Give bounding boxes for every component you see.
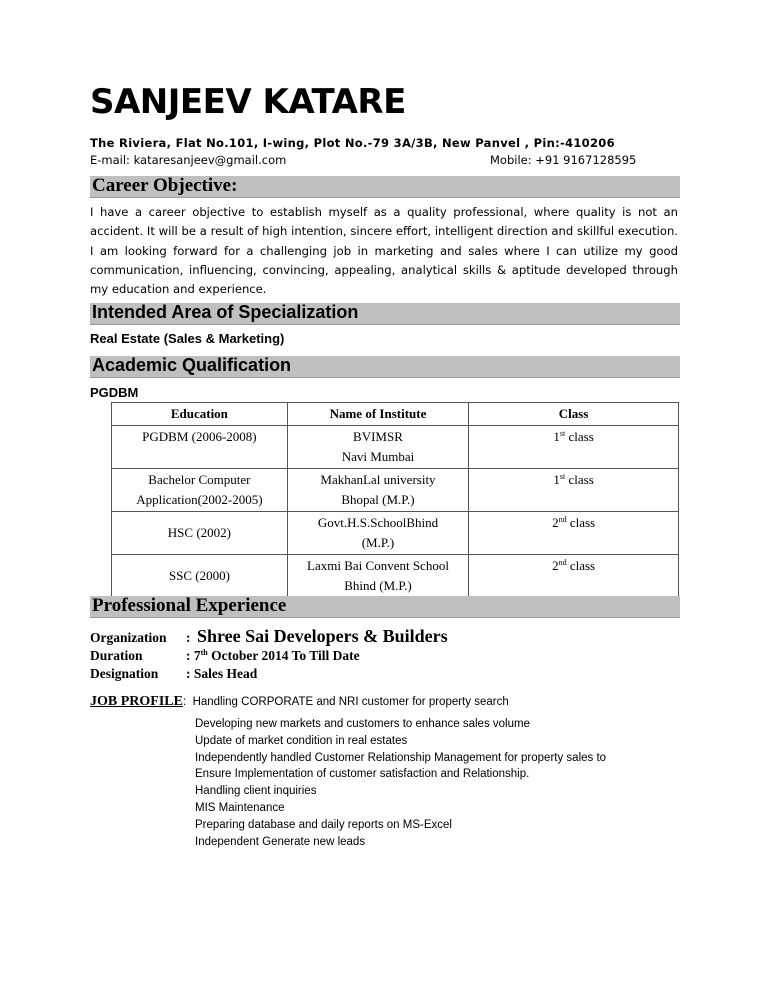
duration-label: Duration <box>90 648 143 663</box>
address-line: The Riviera, Flat No.101, I-wing, Plot No.-79 3A/3B, New Panvel , Pin:-410206 <box>90 136 615 150</box>
career-objective-text: I have a career objective to establish myself as a quality professional, where quality is not an accident. It will be a result of high intention, sincere effort, intelligent direction and skillful execution. I am looking forward for a challenging job in marketing and sales where I can utilize my good communication, influencing, convincing, appealing, analytical skills & aptitude developed through my education and experience. <box>90 205 678 297</box>
list-item: MIS Maintenance <box>195 801 285 814</box>
list-item: Developing new markets and customers to enhance sales volume <box>195 718 530 730</box>
education-cell: HSC (2002) <box>112 512 288 555</box>
class-cell: 1st class <box>469 469 679 512</box>
table-row <box>112 512 679 555</box>
organization-label: Organization <box>90 630 167 645</box>
list-item: Preparing database and daily reports on MS-Excel <box>195 818 452 831</box>
academic-heading: Academic Qualification <box>92 355 292 375</box>
education-table <box>111 402 679 598</box>
organization-value: Shree Sai Developers & Builders <box>197 626 448 646</box>
list-item: Independent Generate new leads <box>195 835 366 848</box>
education-cell: SSC (2000) <box>112 555 288 598</box>
list-item: Independently handled Customer Relationship Management for property sales to <box>195 751 607 764</box>
academic-subheading: PGDBM <box>90 385 139 400</box>
specialization-value: Real Estate (Sales & Marketing) <box>90 331 285 346</box>
academic-heading-bar <box>90 356 680 378</box>
table-header-row <box>112 403 679 426</box>
education-cell: Bachelor Computer Application(2002-2005) <box>112 469 288 512</box>
specialization-heading: Intended Area of Specialization <box>92 302 359 322</box>
email-text: E-mail: kataresanjeev@gmail.com <box>90 153 287 167</box>
column-header-class: Class <box>469 403 679 426</box>
job-profile-label: JOB PROFILE <box>90 694 183 709</box>
experience-heading: Professional Experience <box>92 595 287 616</box>
job-duties-list <box>195 716 606 850</box>
column-header-institute: Name of Institute <box>287 403 468 426</box>
education-cell: PGDBM (2006-2008) <box>112 426 288 469</box>
institute-cell: BVIMSR Navi Mumbai <box>287 426 468 469</box>
institute-cell: Laxmi Bai Convent School Bhind (M.P.) <box>287 555 468 598</box>
specialization-heading-bar <box>90 303 680 325</box>
career-objective-heading: Career Objective: <box>92 175 238 196</box>
designation-value: : Sales Head <box>186 666 258 681</box>
class-cell: 2nd class <box>469 555 679 598</box>
institute-cell: Govt.H.S.SchoolBhind (M.P.) <box>287 512 468 555</box>
candidate-name: SANJEEV KATARE <box>90 82 406 122</box>
list-item: Update of market condition in real estates <box>195 734 408 747</box>
experience-heading-bar <box>90 596 680 618</box>
job-profile-first-duty: Handling CORPORATE and NRI customer for property search <box>192 696 509 708</box>
class-cell: 2nd class <box>469 512 679 555</box>
list-item: Ensure Implementation of customer satisfaction and Relationship. <box>195 768 530 781</box>
list-item: Handling client inquiries <box>195 785 317 798</box>
mobile-text: Mobile: +91 9167128595 <box>490 153 637 167</box>
contact-line <box>90 153 650 167</box>
job-profile-row: JOB PROFILE: Handling CORPORATE and NRI customer for property search <box>90 694 509 709</box>
class-cell: 1st class <box>469 426 679 469</box>
designation-label: Designation <box>90 666 159 681</box>
duration-value: : 7th October 2014 To Till Date <box>186 648 360 663</box>
table-row <box>112 426 679 469</box>
table-row <box>112 555 679 598</box>
institute-cell: MakhanLal university Bhopal (M.P.) <box>287 469 468 512</box>
column-header-education: Education <box>112 403 288 426</box>
table-row <box>112 469 679 512</box>
career-objective-heading-bar <box>90 176 680 198</box>
